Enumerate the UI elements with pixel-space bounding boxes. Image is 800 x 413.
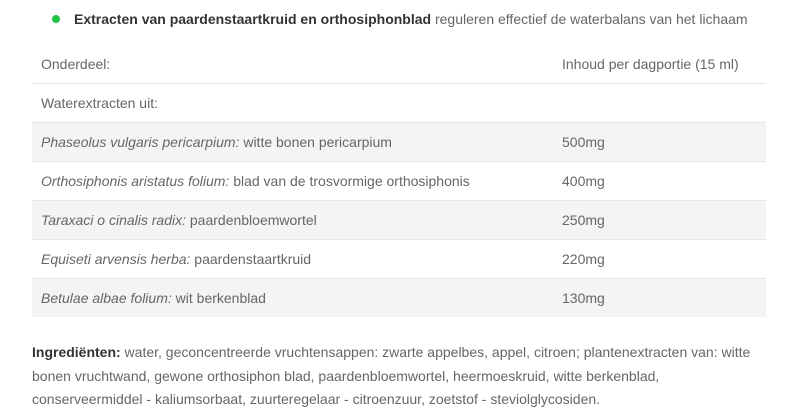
table-row [32,123,766,162]
ingredients-label: Ingrediënten: [32,344,121,360]
ingredients-text: water, geconcentreerde vruchtensappen: zwarte appelbes, appel, citroen; plantenextracten van: witte bonen vruchtwand, gewone orthosiphon blad, paardenbloemwortel, heermoeskruid, witte berkenblad, conserveermiddel - kaliumsorbaat, zuurteregelaar - citroenzuur, zoetstof - steviolglycosiden. [32,344,751,407]
common-name: blad van de trosvormige orthosiphonis [229,173,470,189]
amount-cell: 130mg [553,279,766,318]
latin-name: Phaseolus vulgaris pericarpium: [41,134,240,150]
header-component: Onderdeel: [41,56,111,72]
ingredient-cell [32,201,553,240]
latin-name: Orthosiphonis aristatus folium: [41,173,230,189]
table-group-row [32,84,766,123]
header-amount: Inhoud per dagportie (15 ml) [562,56,739,72]
composition-table [32,45,766,317]
amount-cell: 400mg [553,162,766,201]
amount-cell: 220mg [553,240,766,279]
table-row [32,201,766,240]
common-name: paardenbloemwortel [186,212,317,228]
ingredient-cell [32,123,553,162]
highlight-bullet [52,9,748,29]
common-name: paardenstaartkruid [190,251,312,267]
common-name: wit berkenblad [171,290,266,306]
table-row [32,162,766,201]
group-label: Waterextracten uit: [32,84,553,123]
ingredient-cell [32,240,553,279]
highlight-text: reguleren effectief de waterbalans van het lichaam [431,11,748,27]
table-row [32,279,766,318]
green-dot-icon [52,15,60,23]
amount-cell: 250mg [553,201,766,240]
highlight-bold: Extracten van paardenstaartkruid en orthosiphonblad [74,11,432,27]
latin-name: Betulae albae folium: [41,290,172,306]
common-name: witte bonen pericarpium [239,134,392,150]
ingredients-paragraph [32,341,772,412]
table-header-row [32,45,766,84]
latin-name: Taraxaci o cinalis radix: [41,212,186,228]
table-row [32,240,766,279]
ingredient-cell [32,279,553,318]
ingredient-cell [32,162,553,201]
latin-name: Equiseti arvensis herba: [41,251,191,267]
amount-cell: 500mg [553,123,766,162]
